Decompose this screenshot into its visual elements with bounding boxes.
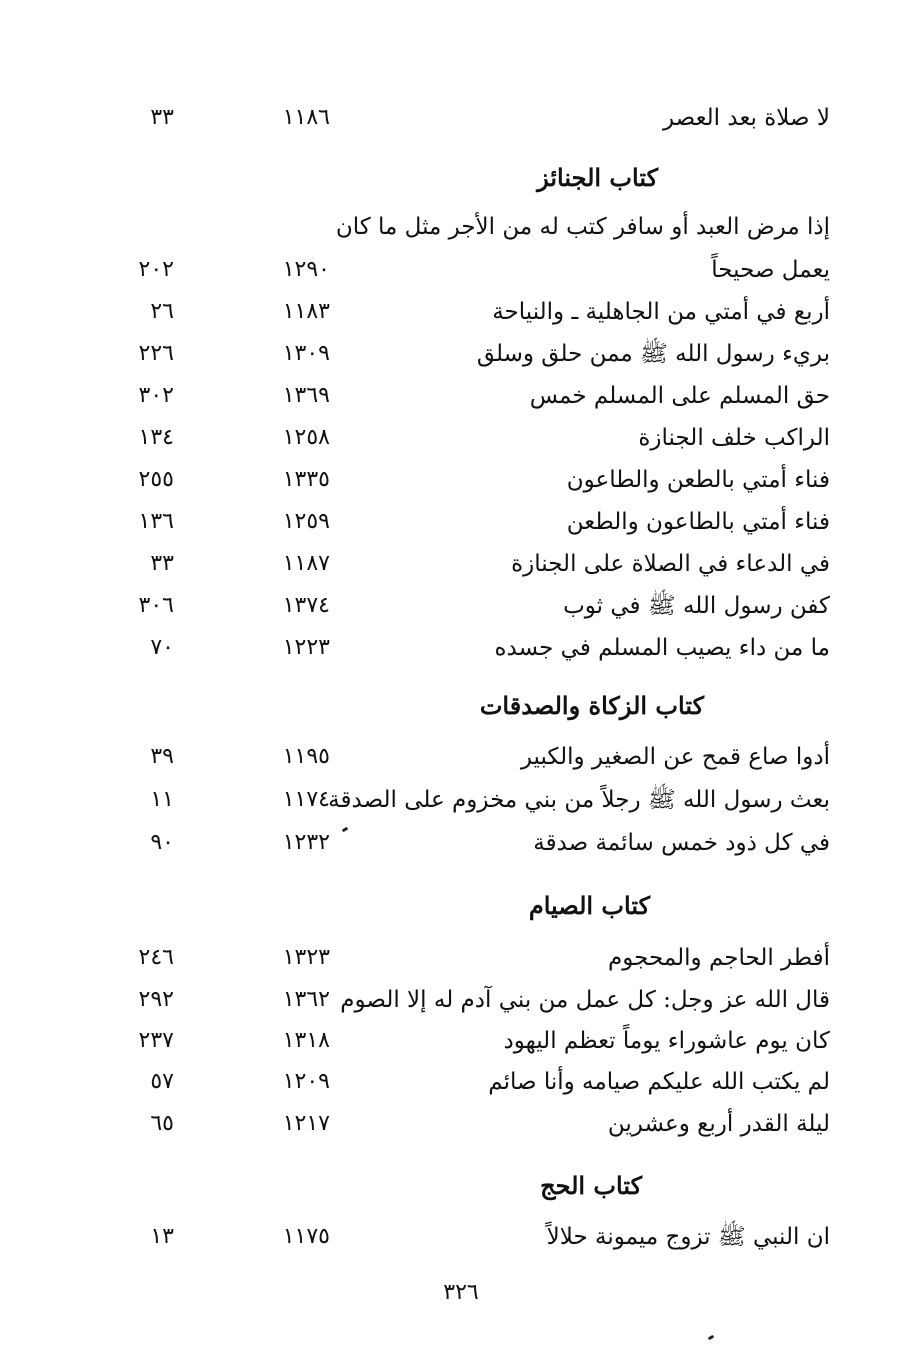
index-row bbox=[0, 250, 922, 290]
section-heading bbox=[0, 156, 922, 200]
heading-text: كتاب الصيام bbox=[528, 891, 650, 920]
index-row bbox=[0, 376, 922, 416]
index-row bbox=[0, 460, 922, 500]
hadith-text: أربع في أمتي من الجاهلية ـ والنياحة bbox=[492, 299, 830, 325]
index-row bbox=[0, 823, 922, 863]
index-row bbox=[0, 207, 922, 247]
hadith-number: ١٢٣٢ bbox=[282, 830, 330, 855]
hadith-number: ١٣٢٣ bbox=[282, 945, 330, 970]
hadith-text: بريء رسول الله ﷺ ممن حلق وسلق bbox=[476, 341, 830, 367]
hadith-text: إذا مرض العبد أو سافر كتب له من الأجر مثل ما كان bbox=[335, 214, 830, 240]
hadith-text: لم يكتب الله عليكم صيامه وأنا صائم bbox=[488, 1069, 830, 1095]
hadith-number: ١١٧٥ bbox=[282, 1224, 330, 1249]
page-reference: ١١ bbox=[150, 787, 174, 812]
section-heading bbox=[0, 884, 922, 928]
hadith-text: الراكب خلف الجنازة bbox=[638, 425, 830, 451]
hadith-text: حق المسلم على المسلم خمس bbox=[529, 383, 830, 409]
page-reference: ٢٠٢ bbox=[138, 257, 174, 282]
hadith-text: ليلة القدر أربع وعشرين bbox=[607, 1111, 830, 1137]
page-reference: ٢٣٧ bbox=[138, 1028, 174, 1053]
hadith-number: ١٢٥٩ bbox=[282, 509, 330, 534]
hadith-text: يعمل صحيحاً bbox=[711, 257, 830, 283]
page-reference: ٩٠ bbox=[150, 830, 174, 855]
page-reference: ٣٣ bbox=[150, 551, 174, 576]
hadith-text: كفن رسول الله ﷺ في ثوب bbox=[563, 593, 830, 619]
hadith-number: ١٣٦٢ bbox=[282, 987, 330, 1012]
hadith-number: ١٣٠٩ bbox=[282, 341, 330, 366]
hadith-number: ١١٨٣ bbox=[282, 299, 330, 324]
hadith-text: كان يوم عاشوراء يوماً تعظم اليهود bbox=[503, 1028, 830, 1054]
section-heading bbox=[0, 684, 922, 728]
hadith-text: ما من داء يصيب المسلم في جسده bbox=[494, 635, 830, 661]
hadith-number: ١٢٥٨ bbox=[282, 425, 330, 450]
hadith-text: في الدعاء في الصلاة على الجنازة bbox=[511, 551, 830, 577]
page-reference: ٣٠٦ bbox=[138, 593, 174, 618]
index-row bbox=[0, 780, 922, 820]
page-reference: ٢٦ bbox=[150, 299, 174, 324]
hadith-number: ١٢٠٩ bbox=[282, 1069, 330, 1094]
index-row bbox=[0, 737, 922, 777]
hadith-text: فناء أمتي بالطعن والطاعون bbox=[566, 467, 830, 493]
page-reference: ٢٩٢ bbox=[138, 987, 174, 1012]
hadith-number: ١٣٦٩ bbox=[282, 383, 330, 408]
hadith-number: ١٣٣٥ bbox=[282, 467, 330, 492]
index-row bbox=[0, 292, 922, 332]
page-reference: ٣٠٢ bbox=[138, 383, 174, 408]
ink-mark bbox=[708, 1335, 715, 1341]
index-row bbox=[0, 980, 922, 1020]
index-row bbox=[0, 502, 922, 542]
page-reference: ١٣٦ bbox=[138, 509, 174, 534]
index-row bbox=[0, 1062, 922, 1102]
hadith-text: لا صلاة بعد العصر bbox=[662, 105, 830, 131]
index-row bbox=[0, 1217, 922, 1257]
hadith-number: ١٢٩٠ bbox=[282, 257, 330, 282]
index-row bbox=[0, 418, 922, 458]
heading-text: كتاب الجنائز bbox=[537, 163, 658, 192]
page-reference: ٣٣ bbox=[150, 105, 174, 130]
index-row bbox=[0, 334, 922, 374]
page-reference: ١٣ bbox=[150, 1224, 174, 1249]
heading-text: كتاب الحج bbox=[540, 1171, 642, 1200]
index-row bbox=[0, 1104, 922, 1144]
hadith-text: ان النبي ﷺ تزوج ميمونة حلالاً bbox=[546, 1224, 830, 1250]
hadith-text: قال الله عز وجل: كل عمل من بني آدم له إلا الصوم bbox=[340, 987, 830, 1013]
hadith-number: ١١٩٥ bbox=[282, 744, 330, 769]
hadith-text: أفطر الحاجم والمحجوم bbox=[608, 945, 830, 971]
heading-text: كتاب الزكاة والصدقات bbox=[479, 691, 704, 720]
index-row bbox=[0, 544, 922, 584]
hadith-number: ١١٨٧ bbox=[282, 551, 330, 576]
hadith-number: ١٢١٧ bbox=[282, 1111, 330, 1136]
page-reference: ٢٢٦ bbox=[138, 341, 174, 366]
page-reference: ٧٠ bbox=[150, 635, 174, 660]
section-heading bbox=[0, 1164, 922, 1208]
page-reference: ٣٩ bbox=[150, 744, 174, 769]
page-reference: ٥٧ bbox=[150, 1069, 174, 1094]
index-row bbox=[0, 938, 922, 978]
index-row bbox=[0, 1021, 922, 1061]
page-reference: ٦٥ bbox=[150, 1111, 174, 1136]
hadith-number: ١١٨٦ bbox=[282, 105, 330, 130]
page-reference: ٢٤٦ bbox=[138, 945, 174, 970]
hadith-number: ١٣١٨ bbox=[282, 1028, 330, 1053]
hadith-text: بعث رسول الله ﷺ رجلاً من بني مخزوم على الصدقة bbox=[328, 787, 830, 813]
page-number: ٣٢٦ bbox=[443, 1280, 479, 1305]
hadith-number: ١٢٢٣ bbox=[282, 635, 330, 660]
hadith-text: أدوا صاع قمح عن الصغير والكبير bbox=[520, 744, 830, 770]
hadith-number: ١١٧٤ bbox=[282, 787, 330, 812]
hadith-text: في كل ذود خمس سائمة صدقة bbox=[533, 830, 830, 856]
page-reference: ٢٥٥ bbox=[138, 467, 174, 492]
index-row bbox=[0, 98, 922, 138]
index-row bbox=[0, 628, 922, 668]
page-reference: ١٣٤ bbox=[138, 425, 174, 450]
hadith-text: فناء أمتي بالطاعون والطعن bbox=[566, 509, 830, 535]
hadith-number: ١٣٧٤ bbox=[282, 593, 330, 618]
index-row bbox=[0, 586, 922, 626]
